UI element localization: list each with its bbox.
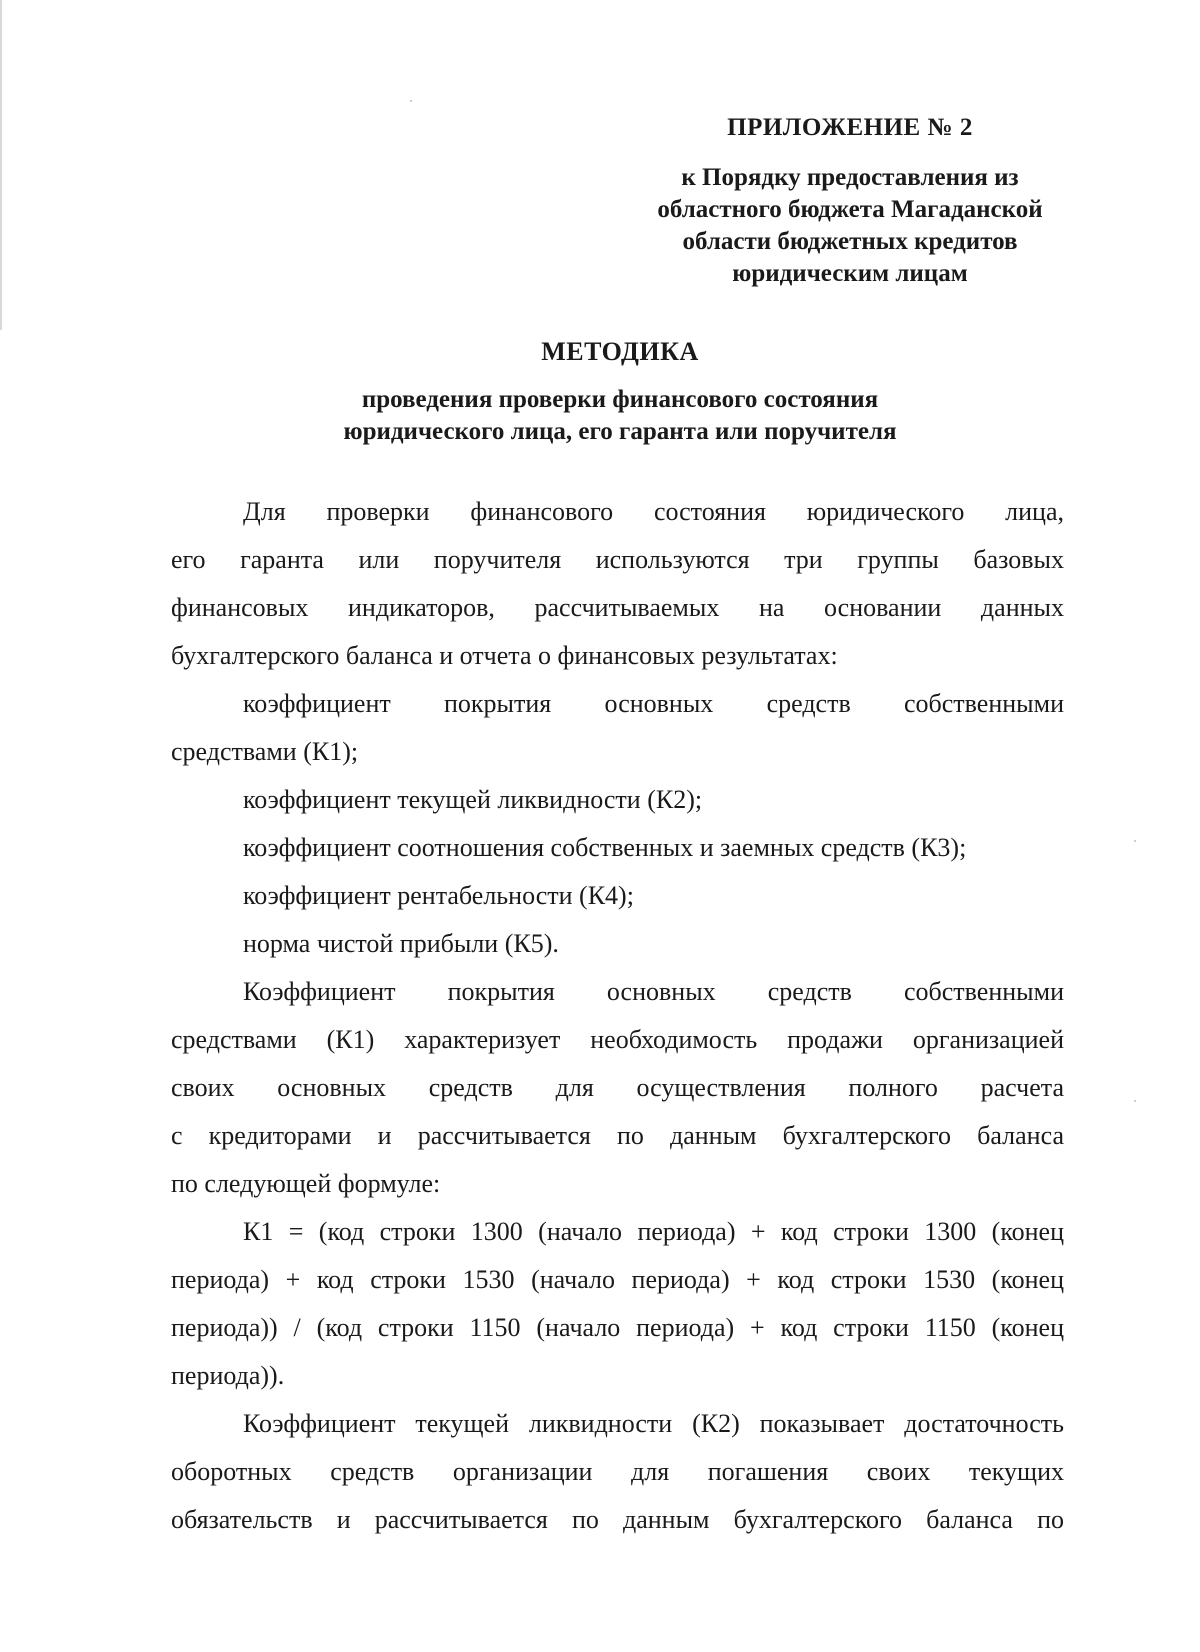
body-line: средствами (К1) характеризует необходимость продажи организацией [171,1025,1064,1054]
body-line: средствами (К1); [171,737,359,766]
body-line: периода)) / (код строки 1150 (начало периода) + код строки 1150 (конец [171,1313,1064,1342]
body-line: оборотных средств организации для погашения своих текущих [171,1457,1064,1486]
body-line: коэффициент соотношения собственных и заемных средств (К3); [243,833,967,862]
document-body [171,488,1064,1544]
scan-speck [410,100,412,102]
body-line: периода) + код строки 1530 (начало периода) + код строки 1530 (конец [171,1265,1064,1294]
annex-subtitle-line: юридическим лицам [732,260,968,287]
body-line: его гаранта или поручителя используются три группы базовых [171,545,1064,574]
body-line: по следующей формуле: [171,1169,441,1198]
body-line: норма чистой прибыли (К5). [243,929,559,958]
body-line: коэффициент рентабельности (К4); [243,881,634,910]
body-line: К1 = (код строки 1300 (начало периода) + код строки 1300 (конец [243,1217,1064,1246]
document-subtitle-line: юридического лица, его гаранта или поручителя [343,418,897,445]
body-line: коэффициент покрытия основных средств собственными [243,689,1064,718]
annex-title: ПРИЛОЖЕНИЕ № 2 [727,114,973,141]
body-line: коэффициент текущей ликвидности (К2); [243,785,703,814]
body-line: периода)). [171,1361,285,1390]
body-line: Коэффициент покрытия основных средств собственными [243,977,1064,1006]
scan-edge-mark [0,0,2,330]
body-line: Для проверки финансового состояния юридического лица, [243,497,1064,526]
annex-subtitle [570,162,1130,290]
body-line: с кредиторами и рассчитывается по данным бухгалтерского баланса [171,1121,1064,1150]
document-subtitle-line: проведения проверки финансового состояния [361,386,879,413]
body-line: обязательств и рассчитывается по данным бухгалтерского баланса по [171,1505,1064,1534]
scan-speck [1134,1100,1136,1102]
body-line: Коэффициент текущей ликвидности (К2) показывает достаточность [243,1409,1064,1438]
body-line: финансовых индикаторов, рассчитываемых на основании данных [171,593,1064,622]
annex-subtitle-line: к Порядку предоставления из [681,164,1019,191]
document-subtitle [0,384,1200,448]
body-line: бухгалтерского баланса и отчета о финансовых результатах: [171,641,838,670]
body-line: своих основных средств для осуществления полного расчета [171,1073,1064,1102]
annex-subtitle-line: области бюджетных кредитов [682,228,1018,255]
scan-speck [1134,840,1136,842]
annex-header [570,112,1130,290]
annex-subtitle-line: областного бюджета Магаданской [657,196,1043,223]
document-title: МЕТОДИКА [541,337,699,366]
